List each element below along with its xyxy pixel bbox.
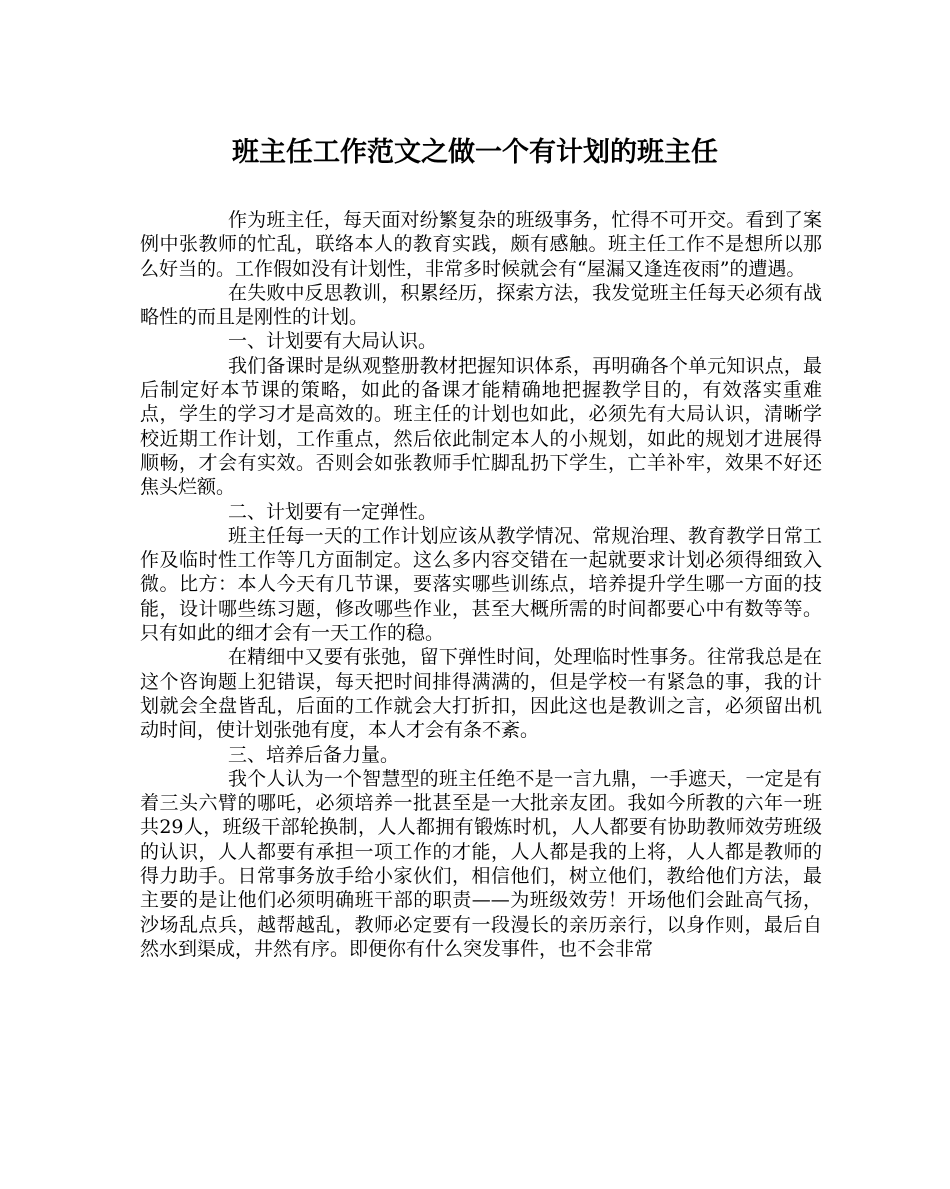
section-heading: 三、培养后备力量。 [228,743,400,766]
document-title: 班主任工作范文之做一个有计划的班主任 [232,137,718,168]
paragraph: 我个人认为一个智慧型的班主任绝不是一言九鼎，一手遮天，一定是有着三头六臂的哪吒，必须培养一批甚至是一大批亲友团。我如今所教的六年一班共29人，班级干部轮换制，人人都拥有锻炼时机，人人都要有协助教师效劳班级的认识，人人都要有承担一项工作的才能，人人都是我的上将，人人都是教师的得力助手。日常事务放手给小家伙们，相信他们，树立他们，教给他们方法，最主要的是让他们必须明确班干部的职责——为班级效劳！开场他们会趾高气扬，沙场乱点兵，越帮越乱，教师必定要有一段漫长的亲历亲行，以身作则，最后自然水到渠成，井然有序。即便你有什么突发事件，也不会非常 [140,767,822,960]
section-heading: 一、计划要有大局认识。 [228,330,438,353]
paragraph: 作为班主任，每天面对纷繁复杂的班级事务，忙得不可开交。看到了案例中张教师的忙乱，联络本人的教育实践，颇有感触。班主任工作不是想所以那么好当的。工作假如没有计划性，非常多时候就会有“屋漏又逢连夜雨”的遭遇。 [140,209,822,280]
paragraph: 在精细中又要有张弛，留下弹性时间，处理临时性事务。往常我总是在这个咨询题上犯错误，每天把时间排得满满的，但是学校一有紧急的事，我的计划就会全盘皆乱，后面的工作就会大打折扣，因此这也是教训之言，必须留出机动时间，使计划张弛有度，本人才会有条不紊。 [140,646,822,742]
paragraph: 班主任每一天的工作计划应该从教学情况、常规治理、教育教学日常工作及临时性工作等几方面制定。这么多内容交错在一起就要求计划必须得细致入微。比方：本人今天有几节课，要落实哪些训练点，培养提升学生哪一方面的技能，设计哪些练习题，修改哪些作业，甚至大概所需的时间都要心中有数等等。只有如此的细才会有一天工作的稳。 [140,524,822,645]
document-body [140,208,822,961]
section-heading: 二、计划要有一定弹性。 [228,500,438,523]
paragraph: 我们备课时是纵观整册教材把握知识体系，再明确各个单元知识点，最后制定好本节课的策略，如此的备课才能精确地把握教学目的，有效落实重难点，学生的学习才是高效的。班主任的计划也如此，必须先有大局认识，清晰学校近期工作计划，工作重点，然后依此制定本人的小规划，如此的规划才进展得顺畅，才会有实效。否则会如张教师手忙脚乱扔下学生，亡羊补牢，效果不好还焦头烂额。 [140,354,822,499]
paragraph: 在失败中反思教训，积累经历，探索方法，我发觉班主任每天必须有战略性的而且是刚性的计划。 [140,281,822,329]
